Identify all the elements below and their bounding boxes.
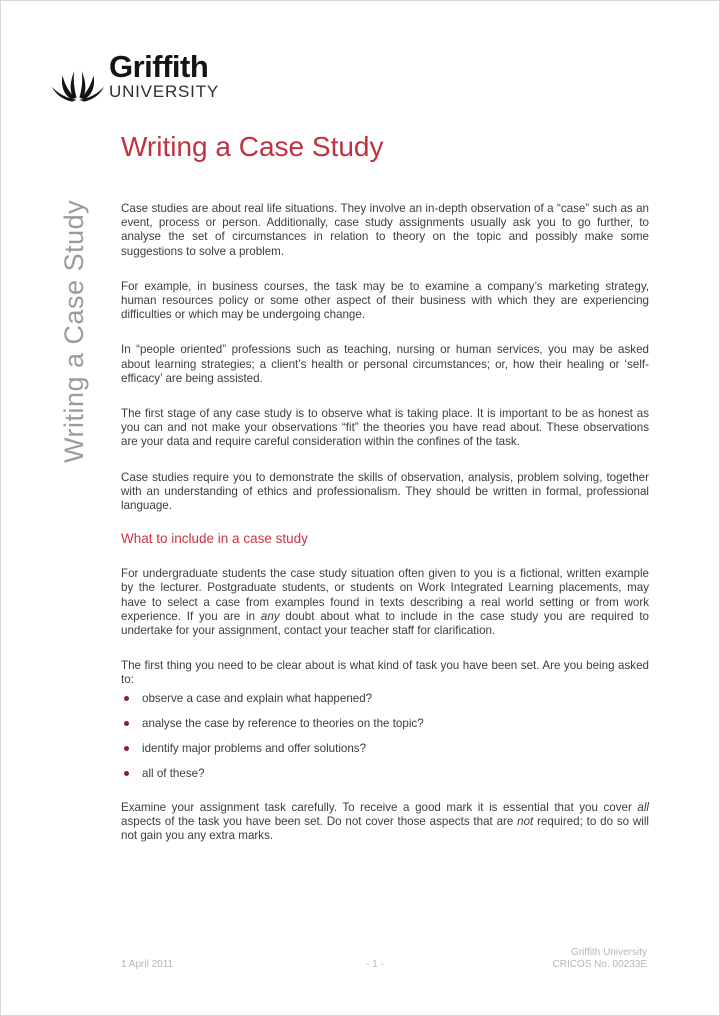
griffith-leaves-icon: [49, 53, 107, 103]
paragraph-examine: [121, 801, 649, 844]
griffith-logo: [49, 51, 219, 103]
bullet-icon: [124, 721, 129, 726]
intro-paragraph-4: The first stage of any case study is to observe what is taking place. It is important to be as honest as you can and not make your observations “fit” the theories you have read about. These observations are your data and require careful consideration within the confines of the task.: [121, 407, 649, 449]
page-footer: [121, 947, 647, 970]
bullet-icon: [124, 746, 129, 751]
paragraph-task-intro: The first thing you need to be clear about is what kind of task you have been set. Are you being asked to:: [121, 659, 649, 687]
footer-org-block: [553, 947, 648, 970]
footer-page-number: - 1 -: [366, 958, 384, 970]
list-item-label: observe a case and explain what happened?: [142, 691, 373, 705]
intro-paragraph-1: Case studies are about real life situations. They involve an in-depth observation of a “case” such as an event, process or person. Additionally, case study assignments usually ask you to go further, to analyse the set of circumstances in relation to theory on the topic and possibly make some suggestions to solve a problem.: [121, 202, 649, 258]
list-item: [123, 767, 649, 781]
intro-paragraph-3: In “people oriented” professions such as teaching, nursing or human services, you may be asked about learning strategies; a client’s health or personal circumstances; or, how their healing or ‘self-efficacy’ are being assisted.: [121, 343, 649, 385]
bullet-icon: [124, 771, 129, 776]
logo-text: [109, 51, 219, 100]
footer-cricos: CRICOS No. 00233E: [552, 958, 647, 970]
paragraph-examine-seg1: Examine your assignment task carefully. To receive a good mark it is essential that you cover: [121, 800, 638, 814]
intro-paragraph-2: For example, in business courses, the task may be to examine a company’s marketing strategy, human resources policy or some other aspect of their business with which they are experiencing difficulties or which may be undergoing change.: [121, 279, 649, 322]
paragraph-examine-italic2: not: [517, 814, 534, 828]
page-title: Writing a Case Study: [121, 131, 384, 162]
list-item-label: all of these?: [142, 766, 205, 780]
paragraph-examine-seg3: required; to do so will not gain you any extra marks.: [121, 814, 649, 843]
paragraph-examine-italic1: all: [637, 800, 649, 814]
vertical-banner-text: Writing a Case Study: [59, 199, 89, 463]
list-item-label: identify major problems and offer solutions?: [142, 741, 367, 755]
footer-date: 1 April 2011: [121, 958, 174, 970]
intro-paragraph-5: Case studies require you to demonstrate the skills of observation, analysis, problem solving, together with an understanding of ethics and professionalism. They should be written in formal, professional language.: [121, 470, 649, 513]
logo-university-label: UNIVERSITY: [109, 82, 220, 101]
list-item-label: analyse the case by reference to theories on the topic?: [142, 716, 424, 730]
task-options-list: [123, 692, 649, 781]
section-heading: What to include in a case study: [121, 531, 308, 547]
paragraph-undergraduate: [121, 567, 649, 638]
list-item: [123, 742, 649, 756]
bullet-icon: [124, 696, 129, 701]
list-item: [123, 692, 649, 706]
paragraph-undergraduate-italic: any: [260, 609, 280, 623]
paragraph-examine-seg2: aspects of the task you have been set. Do not cover those aspects that are: [121, 814, 518, 828]
list-item: [123, 717, 649, 731]
paragraph-undergraduate-pre: For undergraduate students the case study situation often given to you is a fictional, written example by the lecturer. Postgraduate students, or students on Work Integrated Learning placements, may have to select a case from examples found in texts describing a real world setting or from work experience. If you are in: [121, 567, 649, 623]
logo-wordmark: Griffith: [109, 49, 209, 84]
document-body: [121, 131, 649, 864]
paragraph-undergraduate-post: doubt about what to include in the case study you are required to undertake for your assignment, contact your teacher staff for clarification.: [121, 609, 649, 638]
footer-org-name: Griffith University: [571, 947, 647, 958]
